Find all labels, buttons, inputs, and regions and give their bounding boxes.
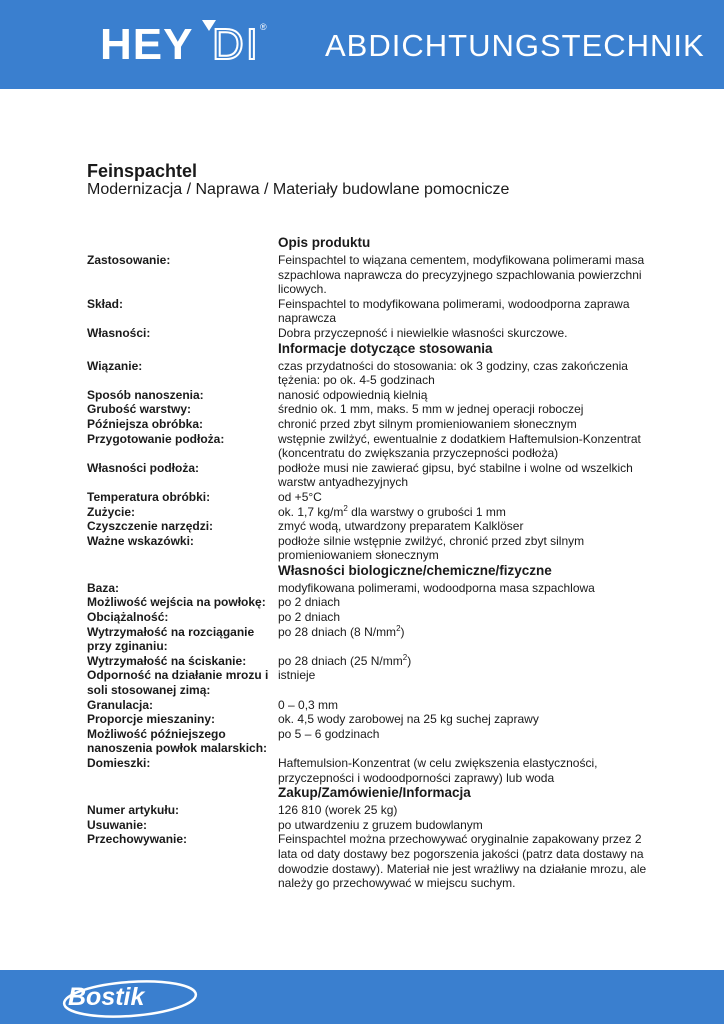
spec-label: Numer artykułu: xyxy=(87,803,180,818)
spec-row xyxy=(87,253,647,297)
spec-row xyxy=(87,818,647,833)
spec-row xyxy=(87,534,647,563)
spec-value: 126 810 (worek 25 kg) xyxy=(278,803,398,818)
section-heading-opis: Opis produktu xyxy=(278,235,371,250)
spec-row xyxy=(87,595,647,610)
header-bar xyxy=(0,0,724,89)
spec-label: Baza: xyxy=(87,580,120,595)
spec-value: czas przydatności do stosowania: ok 3 godziny, czas zakończenia tężenia: po ok. 4-5 godzinach xyxy=(278,358,628,388)
spec-value: nanosić odpowiednią kielnią xyxy=(278,387,428,402)
spec-value: podłoże silnie wstępnie zwilżyć, chronić przed zbyt silnym promieniowaniem słonecznym xyxy=(278,533,585,563)
superscript: 2 xyxy=(396,623,401,633)
spec-row xyxy=(87,490,647,505)
spec-label: Obciążalność: xyxy=(87,610,169,625)
logo-hey-text: HEY xyxy=(100,20,194,69)
spec-row xyxy=(87,610,647,625)
spec-value: Feinspachtel to wiązana cementem, modyfikowana polimerami masa szpachlowa naprawcza do precyzyjnego szpachlowania powierzchni licowych. xyxy=(278,253,645,297)
spec-value: po 2 dniach xyxy=(278,595,341,610)
spec-value: po utwardzeniu z gruzem budowlanym xyxy=(278,817,483,832)
spec-value: średnio ok. 1 mm, maks. 5 mm w jednej operacji roboczej xyxy=(278,402,584,417)
spec-label: Możliwość wejścia na powłokę: xyxy=(87,595,266,610)
superscript: 2 xyxy=(343,503,348,513)
spec-label: Temperatura obróbki: xyxy=(87,489,211,504)
spec-value: Haftemulsion-Konzentrat (w celu zwiększenia elastyczności, przyczepności i wodoodporności zaprawy) lub woda xyxy=(278,756,598,785)
logo-registered-mark: ® xyxy=(260,22,267,32)
spec-row xyxy=(87,297,647,326)
spec-row xyxy=(87,832,647,890)
spec-label: Wytrzymałość na ściskanie: xyxy=(87,653,247,668)
spec-value xyxy=(278,625,647,654)
spec-row xyxy=(87,402,647,417)
value-text: dla warstwy o grubości 1 mm xyxy=(347,504,506,519)
spec-label: Zużycie: xyxy=(87,504,136,519)
product-spec-sheet xyxy=(87,236,647,891)
spec-label: Własności: xyxy=(87,325,151,340)
spec-label: Wytrzymałość na rozciąganie przy zginaniu: xyxy=(87,624,255,654)
spec-label: Wiązanie: xyxy=(87,358,143,373)
spec-row xyxy=(87,668,647,697)
spec-value: podłoże musi nie zawierać gipsu, być stabilne i wolne od wszelkich warstw antyadhezyjnych xyxy=(278,460,633,490)
spec-row xyxy=(87,326,647,341)
spec-value: modyfikowana polimerami, wodoodporna masa szpachlowa xyxy=(278,580,595,595)
spec-value: po 2 dniach xyxy=(278,610,341,625)
spec-value: wstępnie zwilżyć, ewentualnie z dodatkiem Haftemulsion-Konzentrat (koncentratu do zwiększania przyczepności podłoża) xyxy=(278,431,641,461)
spec-label: Usuwanie: xyxy=(87,817,148,832)
spec-row xyxy=(87,388,647,403)
spec-label: Czyszczenie narzędzi: xyxy=(87,519,214,534)
spec-label: Ważne wskazówki: xyxy=(87,533,194,548)
superscript: 2 xyxy=(402,652,408,662)
spec-label: Grubość warstwy: xyxy=(87,402,192,417)
spec-row xyxy=(87,625,647,654)
logo-di-text: DI xyxy=(212,20,260,69)
spec-value xyxy=(278,505,647,520)
spec-label: Możliwość późniejszego nanoszenia powłok malarskich: xyxy=(87,726,268,756)
spec-value: Feinspachtel można przechowywać oryginalnie zapakowany przez 2 lata od daty dostawy bez pogorszenia jakości (patrz data dostawy na dowodzie dostawy). Materiał nie jest wrażliwy na działanie mrozu, ale należy go przechowywać w miejscu suchym. xyxy=(278,832,647,891)
spec-value: Feinspachtel to modyfikowana polimerami, wodoodporna zaprawa naprawcza xyxy=(278,296,630,326)
spec-row xyxy=(87,756,647,785)
spec-row xyxy=(87,654,647,669)
spec-label: Proporcje mieszaniny: xyxy=(87,712,216,727)
spec-label: Późniejsza obróbka: xyxy=(87,416,204,431)
spec-label: Przechowywanie: xyxy=(87,832,188,847)
spec-label: Granulacja: xyxy=(87,697,154,712)
value-text: po 28 dniach (8 N/mm xyxy=(278,624,397,639)
spec-value: ok. 4,5 wody zarobowej na 25 kg suchej zaprawy xyxy=(278,712,539,727)
spec-value: istnieje xyxy=(278,668,316,683)
value-text: ) xyxy=(400,624,405,639)
spec-value: 0 – 0,3 mm xyxy=(278,697,339,712)
header-title: ABDICHTUNGSTECHNIK xyxy=(325,28,705,63)
product-title: Feinspachtel xyxy=(87,161,198,181)
spec-row xyxy=(87,519,647,534)
spec-label: Sposób nanoszenia: xyxy=(87,387,204,402)
spec-label: Przygotowanie podłoża: xyxy=(87,431,225,446)
spec-row xyxy=(87,712,647,727)
value-text: ok. 1,7 kg/m xyxy=(278,504,344,519)
spec-row xyxy=(87,417,647,432)
section-heading-zakup: Zakup/Zamówienie/Informacja xyxy=(278,785,471,801)
section-heading-stosowanie: Informacje dotyczące stosowania xyxy=(278,340,493,356)
spec-label: Skład: xyxy=(87,296,124,311)
spec-label: Własności podłoża: xyxy=(87,460,200,475)
value-text: ) xyxy=(407,653,412,668)
spec-value: zmyć wodą, utwardzony preparatem Kalklöser xyxy=(278,519,524,534)
spec-row xyxy=(87,461,647,490)
spec-row xyxy=(87,727,647,756)
spec-row xyxy=(87,803,647,818)
spec-row xyxy=(87,432,647,461)
spec-row xyxy=(87,698,647,713)
spec-value: Dobra przyczepność i niewielkie własności skurczowe. xyxy=(278,325,568,340)
spec-row xyxy=(87,581,647,596)
spec-value: od +5°C xyxy=(278,489,322,504)
spec-value xyxy=(278,654,647,669)
bostik-brand-text: Bostik xyxy=(68,983,145,1011)
value-text: po 28 dniach (25 N/mm xyxy=(278,653,403,668)
section-heading-wlasnosci: Własności biologiczne/chemiczne/fizyczne xyxy=(278,562,552,578)
product-category: Modernizacja / Naprawa / Materiały budowlane pomocnicze xyxy=(87,181,510,198)
spec-value: po 5 – 6 godzinach xyxy=(278,726,380,741)
spec-row xyxy=(87,505,647,520)
spec-label: Domieszki: xyxy=(87,756,151,770)
spec-row xyxy=(87,359,647,388)
spec-label: Zastosowanie: xyxy=(87,253,171,267)
spec-label: Odporność na działanie mrozu i soli stosowanej zimą: xyxy=(87,668,269,698)
spec-value: chronić przed zbyt silnym promieniowaniem słonecznym xyxy=(278,416,577,431)
